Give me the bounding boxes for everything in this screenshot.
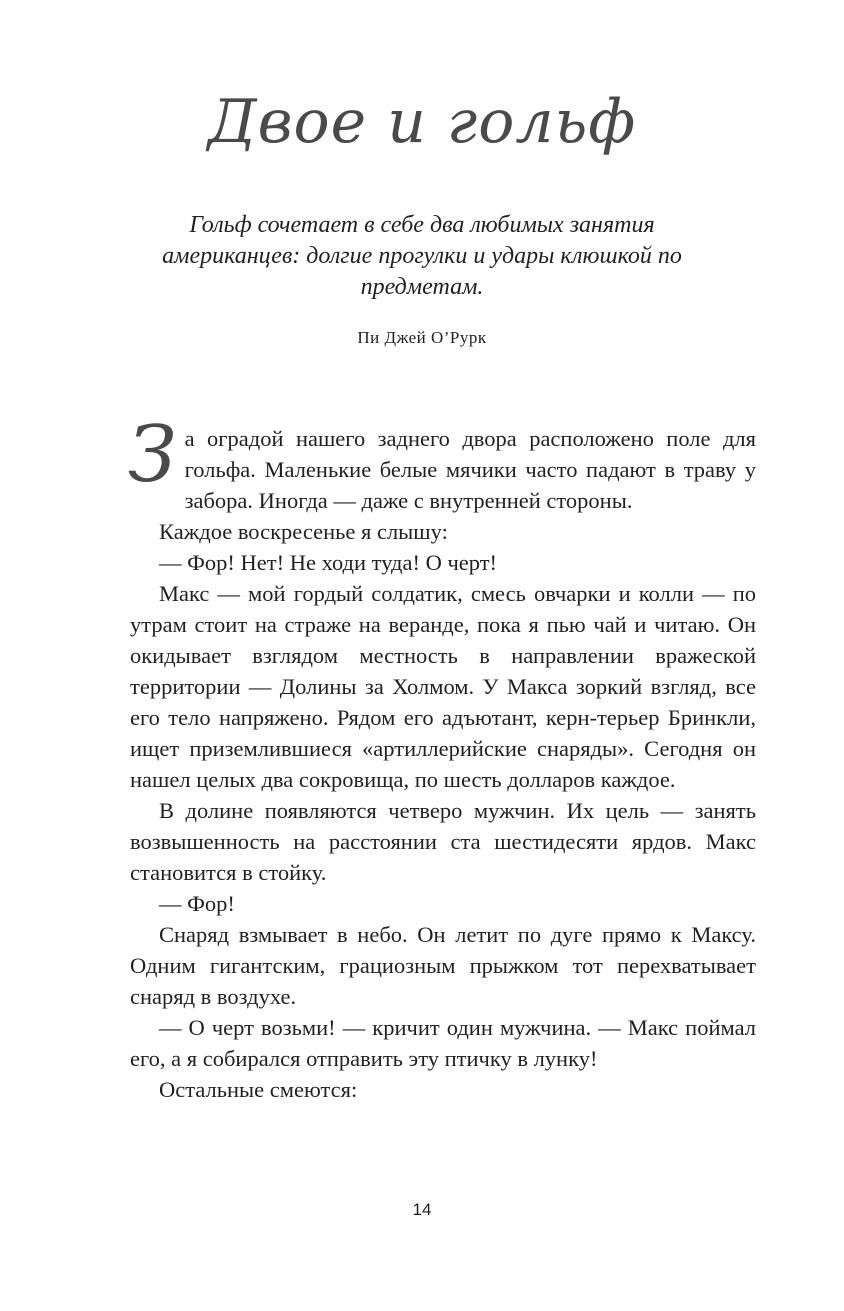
epigraph [130,210,714,348]
page-number: 14 [412,1200,432,1219]
body-text [128,410,756,1105]
paragraph: Макс — мой гордый солдатик, смесь овчарки и колли — по утрам стоит на страже на веранде, пока я пью чай и читаю. Он окидывает взглядом местность в направлении вражеской территории — Долины за Холмом. У Макса зоркий взгляд, все его тело напряжено. Рядом его адъютант, керн-терьер Бринкли, ищет приземлившиеся «артиллерийские снаряды». Сегодня он нашел целых два сокровища, по шесть долларов каждое. [130,581,756,792]
paragraph [128,410,756,516]
paragraph-text: а оградой нашего заднего двора расположено поле для гольфа. Маленькие белые мячики часто падают в траву у забора. Иногда — даже с внутренней стороны. [184,426,756,513]
epigraph-author: Пи Джей О’Рурк [357,328,487,347]
paragraph: — О черт возьми! — кричит один мужчина. — Макс поймал его, а я собирался отправить эту птичку в лунку! [130,1015,756,1071]
paragraph: — Фор! Нет! Не ходи туда! О черт! [159,550,498,575]
paragraph: Остальные смеются: [159,1077,358,1102]
paragraph: — Фор! [159,891,235,916]
chapter-title: Двое и гольф [207,87,637,157]
paragraph: Каждое воскресенье я слышу: [159,519,448,544]
paragraph: В долине появляются четверо мужчин. Их цель — занять возвышенность на расстоянии ста шестидесяти ярдов. Макс становится в стойку. [130,798,756,885]
paragraph: Снаряд взмывает в небо. Он летит по дуге прямо к Максу. Одним гигантским, грациозным прыжком тот перехватывает снаряд в воздухе. [130,922,756,1009]
drop-cap: З [128,410,177,500]
epigraph-text: Гольф сочетает в себе два любимых занятия американцев: долгие прогулки и удары клюшкой по предметам. [162,212,682,300]
